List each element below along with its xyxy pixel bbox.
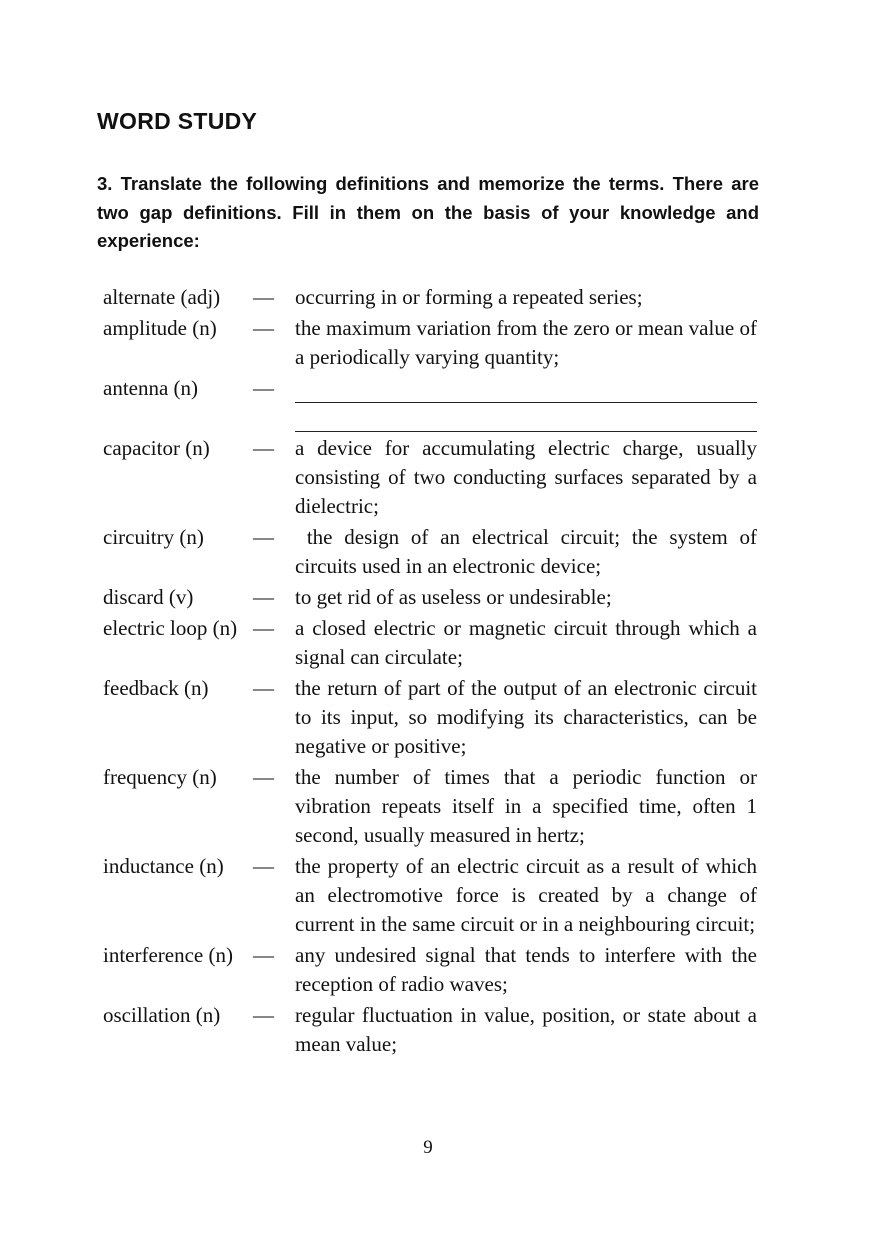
glossary-entry [103, 434, 757, 521]
dash: — [253, 436, 274, 460]
glossary-entry [103, 1001, 757, 1059]
glossary-term: circuitry (n) [103, 525, 204, 549]
glossary-entry [103, 941, 757, 999]
glossary-term: frequency (n) [103, 765, 217, 789]
dash: — [253, 943, 274, 967]
glossary-entry [103, 674, 757, 761]
dash: — [253, 854, 274, 878]
glossary-definition: occurring in or forming a repeated series; [295, 285, 643, 309]
dash: — [253, 1003, 274, 1027]
dash: — [253, 376, 274, 400]
glossary-term: capacitor (n) [103, 436, 210, 460]
glossary-definition: the return of part of the output of an electronic circuit to its input, so modifying its characteristics, can be negative or positive; [295, 676, 757, 758]
dash: — [253, 525, 274, 549]
glossary-entry [103, 614, 757, 672]
glossary-definition: a device for accumulating electric charge, usually consisting of two conducting surfaces separated by a dielectric; [295, 436, 757, 518]
glossary-list [103, 283, 763, 1061]
gap-definition[interactable] [295, 374, 757, 432]
glossary-entry [103, 374, 757, 432]
glossary-entry [103, 852, 757, 939]
glossary-term: alternate (adj) [103, 285, 221, 309]
page-number: 9 [423, 1137, 433, 1158]
glossary-term: antenna (n) [103, 376, 199, 400]
dash: — [253, 316, 274, 340]
glossary-entry [103, 283, 757, 312]
dash: — [253, 616, 274, 640]
glossary-term: discard (v) [103, 585, 194, 609]
section-title: WORD STUDY [97, 108, 258, 134]
glossary-term: electric loop (n) [103, 616, 238, 640]
blank-line[interactable] [295, 403, 757, 432]
dash: — [253, 585, 274, 609]
dash: — [253, 285, 274, 309]
dash: — [253, 765, 274, 789]
glossary-definition: the design of an electrical circuit; the system of circuits used in an electronic device; [295, 525, 763, 578]
glossary-entry [103, 763, 757, 850]
dash: — [253, 676, 274, 700]
task-instructions: 3. Translate the following definitions and memorize the terms. There are two gap definitions. Fill in them on the basis of your knowledge and experience: [97, 173, 759, 251]
glossary-term: oscillation (n) [103, 1003, 221, 1027]
blank-line[interactable] [295, 374, 757, 403]
glossary-entry [103, 583, 757, 612]
glossary-definition: a closed electric or magnetic circuit through which a signal can circulate; [295, 616, 757, 669]
glossary-definition: the maximum variation from the zero or mean value of a periodically varying quantity; [295, 316, 757, 369]
glossary-definition: the number of times that a periodic function or vibration repeats itself in a specified time, often 1 second, usually measured in hertz; [295, 765, 757, 847]
glossary-definition: regular fluctuation in value, position, or state about a mean value; [295, 1003, 757, 1056]
glossary-entry [103, 523, 763, 581]
glossary-definition: to get rid of as useless or undesirable; [295, 585, 612, 609]
glossary-entry [103, 314, 757, 372]
glossary-term: interference (n) [103, 943, 233, 967]
glossary-term: amplitude (n) [103, 316, 217, 340]
glossary-term: inductance (n) [103, 854, 224, 878]
glossary-term: feedback (n) [103, 676, 209, 700]
glossary-definition: the property of an electric circuit as a result of which an electromotive force is created by a change of current in the same circuit or in a neighbouring circuit; [295, 854, 757, 936]
glossary-definition: any undesired signal that tends to interfere with the reception of radio waves; [295, 943, 757, 996]
